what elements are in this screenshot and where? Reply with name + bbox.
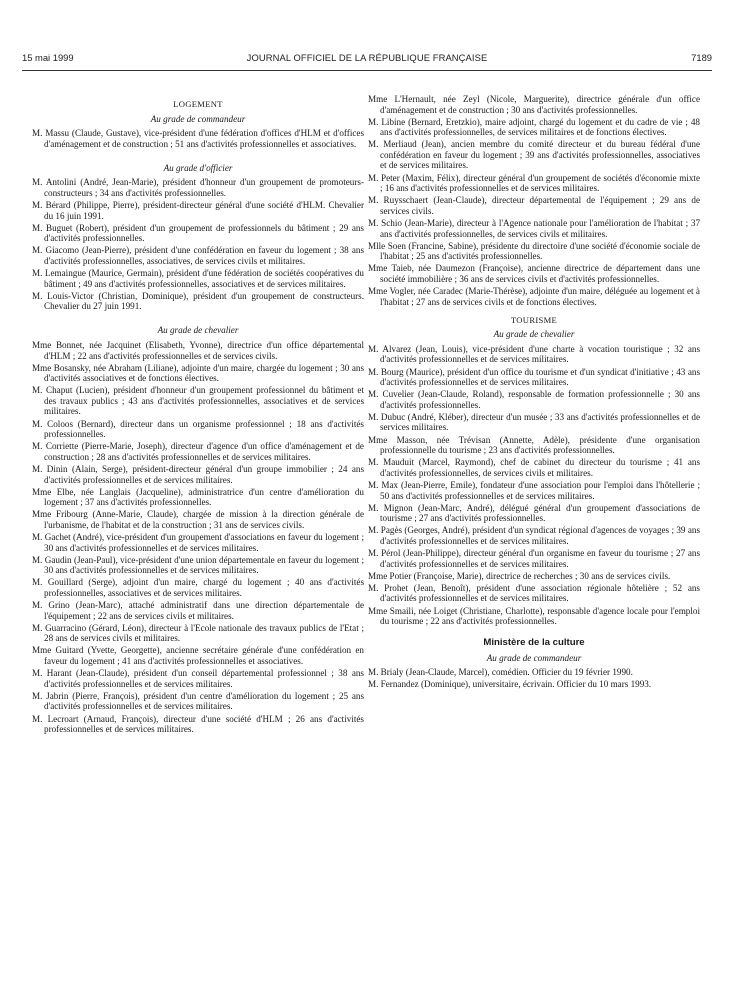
right-column xyxy=(368,94,700,692)
decree-entry: M. Cuvelier (Jean-Claude, Roland), responsable de formation professionnelle ; 30 ans d'activités professionnelles. xyxy=(368,389,700,410)
page-number: 7189 xyxy=(691,52,712,63)
decree-entry: Mme Potier (Françoise, Marie), directrice de recherches ; 30 ans de services civils. xyxy=(368,570,671,581)
decree-entry: M. Bourg (Maurice), président d'un office du tourisme et d'un syndicat d'initiative ; 43 ans d'activités professionnelles et de services militaires. xyxy=(368,366,700,388)
decree-entry: M. Pagès (Georges, André), président d'un syndicat régional d'agences de voyages ; 39 ans d'activités professionnelles et de services militaires. xyxy=(368,525,700,546)
decree-entry: M. Massu (Claude, Gustave), vice-président d'une fédération d'offices d'HLM et d'offices d'aménagement et de construction ; 51 ans d'activités professionnelles et associatives. xyxy=(32,128,364,149)
decree-entry: Mme Bonnet, née Jacquinet (Elisabeth, Yvonne), directrice d'un office départemental d'HLM ; 22 ans d'activités professionnelles et de services civils. xyxy=(32,340,364,361)
decree-entry: M. Gaudin (Jean-Paul), vice-président d'une union départementale en faveur du logement ; 30 ans d'activités professionnelles et de services militaires. xyxy=(32,554,364,576)
decree-entry: Mme L'Hernault, née Zeyl (Nicole, Marguerite), directrice générale d'un office d'aménagement et de construction ; 30 ans d'activités professionnelles. xyxy=(368,94,700,115)
tourisme-list xyxy=(368,344,700,627)
left-column xyxy=(32,99,364,736)
decree-entry: M. Dubuc (André, Kléber), directeur d'un musée ; 33 ans d'activités professionnelles et de services militaires. xyxy=(368,411,700,433)
decree-entry: M. Harant (Jean-Claude), président d'un conseil départemental professionnel ; 38 ans d'activités professionnelles et de services militaires. xyxy=(32,668,364,689)
officier-list xyxy=(32,177,364,312)
decree-entry: Mme Elbe, née Langlais (Jacqueline), administratrice d'un centre d'amélioration du logement ; 37 ans d'activités professionnelles. xyxy=(32,486,364,508)
grade-heading-commandeur: Au grade de commandeur xyxy=(150,113,246,124)
grade-heading-chevalier: Au grade de chevalier xyxy=(157,325,239,336)
section-title-logement: LOGEMENT xyxy=(173,99,223,109)
decree-entry: M. Bérard (Philippe, Pierre), président-directeur général d'une société d'HLM. Chevalier du 16 juin 1991. xyxy=(32,200,364,221)
decree-entry: M. Ruysschaert (Jean-Claude), directeur départemental de l'équipement ; 29 ans de services civils. xyxy=(368,195,700,216)
commandeur-list xyxy=(32,128,364,149)
decree-entry: M. Jabrin (Pierre, François), président d'un centre d'amélioration du logement ; 25 ans d'activités professionnelles et de services militaires. xyxy=(32,690,364,712)
culture-list xyxy=(368,667,700,690)
decree-entry: M. Peter (Maxim, Félix), directeur général d'un groupement de sociétés d'économie mixte ; 16 ans d'activités professionnelles et de services militaires. xyxy=(368,172,700,194)
decree-entry: M. Lecroart (Arnaud, François), directeur d'une société d'HLM ; 26 ans d'activités professionnelles et de services militaires. xyxy=(32,713,364,735)
decree-entry: Mme Taieb, née Daumezon (Françoise), ancienne directrice de département dans une société immobilière ; 36 ans de services civils et d'activités professionnelles. xyxy=(368,263,700,284)
decree-entry: M. Antolini (André, Jean-Marie), président d'honneur d'un groupement de promoteurs-constructeurs ; 34 ans d'activités professionnelles. xyxy=(32,177,364,198)
issue-date: 15 mai 1999 xyxy=(22,52,74,63)
decree-entry: M. Merliaud (Jean), ancien membre du comité directeur et du bureau fédéral d'une confédération en faveur du logement ; 39 ans d'activités professionnelles, associatives et de services militaires. xyxy=(368,139,700,171)
decree-entry: Mlle Soen (Francine, Sabine), présidente du directoire d'une société d'économie sociale de l'habitat ; 25 ans d'activités professionnelles. xyxy=(368,240,700,262)
decree-entry: Mme Masson, née Trévisan (Annette, Adèle), présidente d'une organisation professionnelle du tourisme ; 23 ans d'activités professionnelles. xyxy=(368,434,700,456)
logement-continued-list xyxy=(368,94,700,307)
decree-entry: M. Mignon (Jean-Marc, André), délégué général d'un groupement d'associations de tourisme ; 27 ans d'activités professionnelles. xyxy=(368,502,700,524)
decree-entry: M. Louis-Victor (Christian, Dominique), président d'un groupement de constructeurs. Chevalier du 27 juin 1991. xyxy=(32,290,364,312)
decree-entry: M. Alvarez (Jean, Louis), vice-président d'une charte à vocation touristique ; 32 ans d'activités professionnelles et de services militaires. xyxy=(368,343,700,365)
decree-entry: M. Libine (Bernard, Eretzkio), maire adjoint, chargé du logement et du cadre de vie ; 48 ans d'activités professionnelles, de services militaires et de fonctions électives. xyxy=(368,116,700,138)
decree-entry: M. Chaput (Lucien), président d'honneur d'un groupement professionnel du bâtiment et des travaux publics ; 43 ans d'activités professionnelles, associatives et de services militaires. xyxy=(32,385,364,417)
decree-entry: M. Guarracino (Gérard, Léon), directeur à l'Ecole nationale des travaux publics de l'Etat ; 28 ans de services civils et militaires. xyxy=(32,622,364,644)
decree-entry: M. Max (Jean-Pierre, Emile), fondateur d'une association pour l'emploi dans l'hôtellerie ; 50 ans d'activités professionnelles et de services militaires. xyxy=(368,479,700,501)
decree-entry: M. Coloos (Bernard), directeur dans un organisme professionnel ; 18 ans d'activités professionnelles. xyxy=(32,418,364,440)
decree-entry: Mme Bosansky, née Abraham (Liliane), adjointe d'un maire, chargée du logement ; 30 ans d'activités associatives et de fonctions électives. xyxy=(32,362,364,384)
decree-entry: M. Corriette (Pierre-Marie, Joseph), directeur d'agence d'un office d'aménagement et de construction ; 28 ans d'activités professionnelles et de services militaires. xyxy=(32,441,364,462)
decree-entry: M. Grino (Jean-Marc), attaché administratif dans une direction départementale de l'équipement ; 22 ans de services civils et militaires. xyxy=(32,600,364,621)
decree-entry: M. Prohet (Jean, Benoît), président d'une association régionale hôtelière ; 52 ans d'activités professionnelles et de services militaires. xyxy=(368,582,700,604)
decree-entry: M. Giacomo (Jean-Pierre), président d'une confédération en faveur du logement ; 38 ans d'activités professionnelles, associatives, de services civils et militaires. xyxy=(32,245,364,266)
journal-title: JOURNAL OFFICIEL DE LA RÉPUBLIQUE FRANÇAISE xyxy=(246,52,488,63)
decree-entry: Mme Guitard (Yvette, Georgette), ancienne secrétaire générale d'une confédération en faveur du logement ; 41 ans d'activités professionnelles et associatives. xyxy=(32,645,364,667)
decree-entry: M. Mauduit (Marcel, Raymond), chef de cabinet du directeur du tourisme ; 41 ans d'activités professionnelles, de services civils et militaires. xyxy=(368,457,700,478)
decree-entry: M. Schio (Jean-Marie), directeur à l'Agence nationale pour l'amélioration de l'habitat ; 37 ans d'activités professionnelles, de services civils et militaires. xyxy=(368,217,700,239)
grade-heading-tourisme-chevalier: Au grade de chevalier xyxy=(493,329,575,340)
decree-entry: Mme Smaili, née Loiget (Christiane, Charlotte), responsable d'agence locale pour l'emploi du tourisme ; 22 ans d'activités professionnelles. xyxy=(368,605,700,627)
decree-entry: M. Fernandez (Dominique), universitaire, écrivain. Officier du 10 mars 1993. xyxy=(368,679,652,690)
decree-entry: M. Brialy (Jean-Claude, Marcel), comédien. Officier du 19 février 1990. xyxy=(368,667,633,678)
header-rule xyxy=(22,70,712,71)
decree-entry: Mme Vogler, née Caradec (Marie-Thérèse), adjointe d'un maire, déléguée au logement et à l'habitat ; 27 ans de services civils et de fonctions électives. xyxy=(368,286,700,307)
decree-entry: M. Gachet (André), vice-président d'un groupement d'associations en faveur du logement ; 30 ans d'activités professionnelles et de services militaires. xyxy=(32,532,364,553)
decree-entry: M. Buguet (Robert), président d'un groupement de professionnels du bâtiment ; 29 ans d'activités professionnelles. xyxy=(32,222,364,244)
decree-entry: M. Dinin (Alain, Serge), président-directeur général d'un groupe immobilier ; 24 ans d'activités professionnelles et de services militaires. xyxy=(32,463,364,485)
decree-entry: Mme Fribourg (Anne-Marie, Claude), chargée de mission à la direction générale de l'urbanisme, de l'habitat et de la construction ; 31 ans de services civils. xyxy=(32,509,364,530)
page-header xyxy=(22,52,712,66)
decree-entry: M. Gouillard (Serge), adjoint d'un maire, chargé du logement ; 40 ans d'activités professionnelles, associatives et de services militaires. xyxy=(32,577,364,598)
grade-heading-culture-commandeur: Au grade de commandeur xyxy=(486,652,582,663)
ministry-title: Ministère de la culture xyxy=(483,637,585,649)
decree-entry: M. Lemaingue (Maurice, Germain), président d'une fédération de sociétés coopératives du bâtiment ; 49 ans d'activités professionnelles, associatives et de services militaires. xyxy=(32,268,364,289)
decree-entry: M. Pérol (Jean-Philippe), directeur général d'un organisme en faveur du tourisme ; 27 ans d'activités professionnelles et de services militaires. xyxy=(368,548,700,569)
chevalier-list xyxy=(32,340,364,735)
section-title-tourisme: TOURISME xyxy=(510,314,558,325)
grade-heading-officier: Au grade d'officier xyxy=(163,162,233,173)
